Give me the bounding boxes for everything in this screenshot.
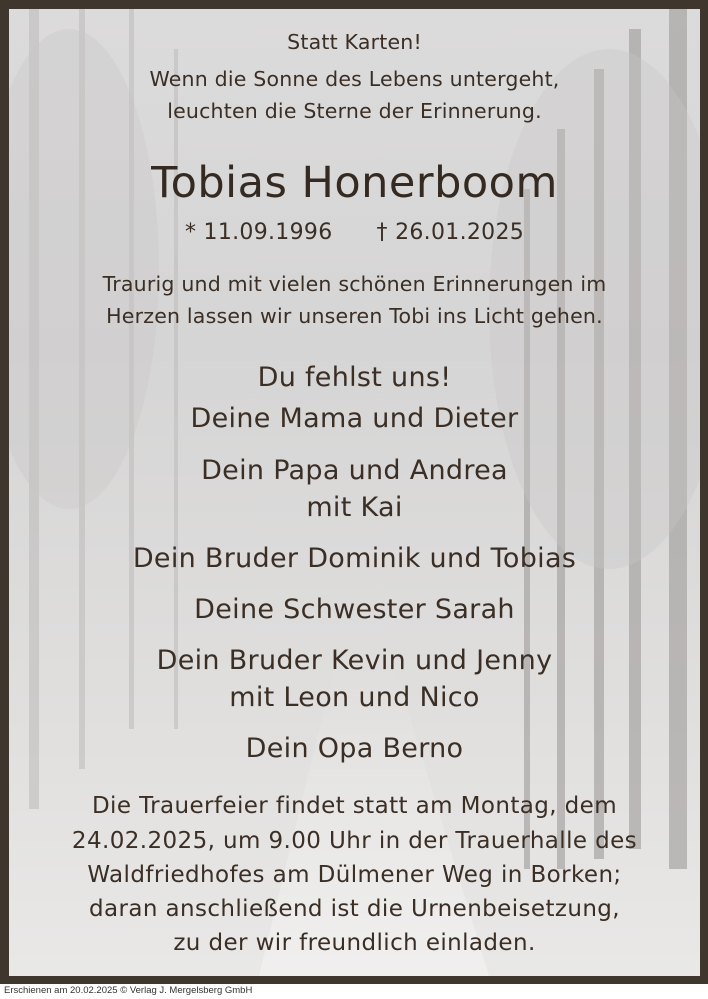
publication-footer: Erschienen am 20.02.2025 © Verlag J. Mergelsberg GmbH (4, 985, 253, 996)
family-line: mit Leon und Nico (229, 682, 480, 713)
funeral-line: daran anschließend ist die Urnenbeisetzung, (88, 896, 621, 922)
message-line-2: Herzen lassen wir unseren Tobi ins Licht gehen. (106, 304, 603, 328)
family-line: Du fehlst uns! (257, 362, 452, 393)
death-date: † 26.01.2025 (376, 220, 525, 245)
life-dates (9, 220, 700, 245)
birth-date: * 11.09.1996 (184, 220, 333, 245)
family-line: Dein Papa und Andrea (201, 455, 508, 486)
deceased-name: Tobias Honerboom (151, 158, 558, 208)
family-line: Deine Mama und Dieter (190, 403, 519, 434)
intro-text: Statt Karten! (287, 30, 422, 54)
family-line: Dein Opa Berno (245, 733, 464, 764)
family-line: Deine Schwester Sarah (194, 594, 515, 625)
quote-line-1: Wenn die Sonne des Lebens untergeht, (149, 67, 560, 91)
family-line: Dein Bruder Kevin und Jenny (156, 645, 553, 676)
quote-line-2: leuchten die Sterne der Erinnerung. (167, 99, 542, 123)
funeral-line: Die Trauerfeier findet statt am Montag, dem (91, 793, 618, 819)
family-line: mit Kai (306, 492, 403, 523)
funeral-line: 24.02.2025, um 9.00 Uhr in der Trauerhalle des (71, 828, 638, 854)
message-line-1: Traurig und mit vielen schönen Erinnerungen im (102, 272, 607, 296)
funeral-line: zu der wir freundlich einladen. (173, 930, 536, 956)
funeral-line: Waldfriedhofes am Dülmener Weg in Borken; (87, 862, 622, 888)
family-line: Dein Bruder Dominik und Tobias (132, 543, 577, 574)
notice-card (9, 9, 700, 976)
